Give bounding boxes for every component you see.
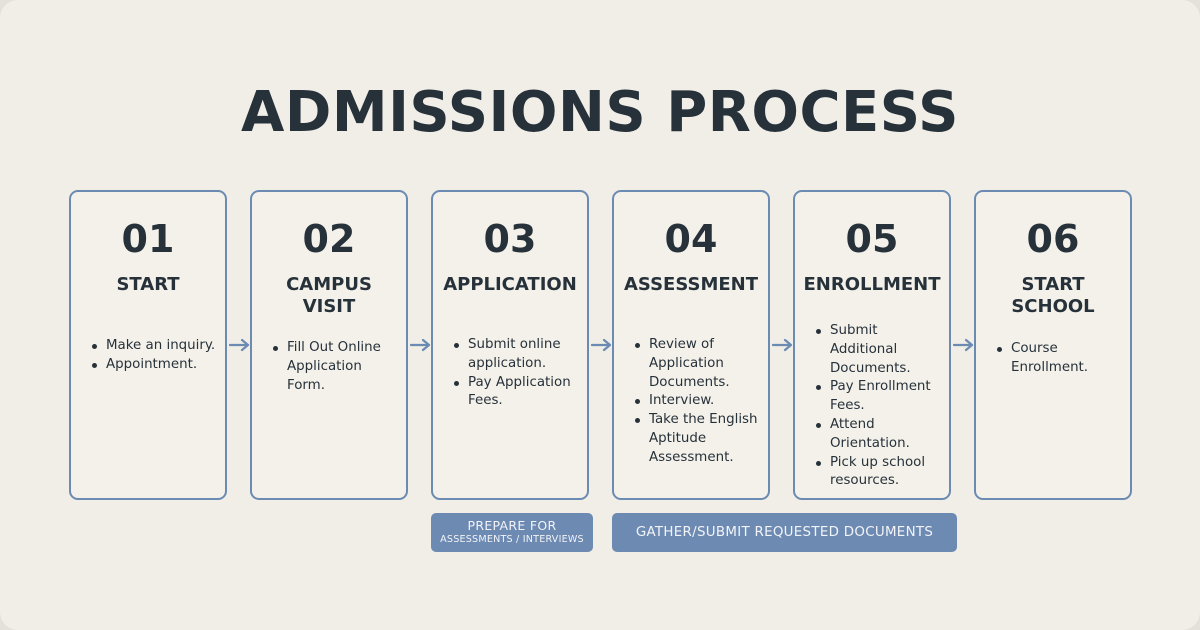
step-heading: ASSESSMENT bbox=[623, 274, 758, 295]
prepare-for-assessments-tag bbox=[431, 513, 593, 552]
step-bullet-list bbox=[815, 322, 941, 491]
step-number: 01 bbox=[121, 217, 175, 261]
step-number: 06 bbox=[1026, 217, 1080, 261]
step-card-01 bbox=[69, 190, 227, 500]
tag-label-line2: ASSESSMENTS / INTERVIEWS bbox=[440, 534, 584, 545]
step-bullet: Attend Orientation. bbox=[815, 416, 941, 454]
gather-documents-tag bbox=[612, 513, 957, 552]
step-bullet: Pay Enrollment Fees. bbox=[815, 378, 941, 416]
step-card-05 bbox=[793, 190, 951, 500]
step-heading: START SCHOOL bbox=[1011, 274, 1095, 317]
step-number: 05 bbox=[845, 217, 899, 261]
step-bullet: Fill Out Online Application Form. bbox=[272, 339, 398, 395]
arrow-right-icon bbox=[410, 338, 432, 352]
step-heading: START bbox=[116, 274, 180, 295]
step-bullet: Pay Application Fees. bbox=[453, 374, 579, 412]
step-bullet-list bbox=[272, 339, 398, 395]
step-card-04 bbox=[612, 190, 770, 500]
page-title: ADMISSIONS PROCESS bbox=[241, 80, 959, 145]
step-bullet-list bbox=[634, 336, 760, 468]
step-bullet: Take the English Aptitude Assessment. bbox=[634, 411, 760, 467]
step-bullet: Review of Application Documents. bbox=[634, 336, 760, 392]
step-card-02 bbox=[250, 190, 408, 500]
step-number: 03 bbox=[483, 217, 537, 261]
step-bullet-list bbox=[453, 336, 579, 411]
tag-label: GATHER/SUBMIT REQUESTED DOCUMENTS bbox=[635, 525, 934, 540]
step-bullet: Submit online application. bbox=[453, 336, 579, 374]
step-heading: ENROLLMENT bbox=[803, 274, 941, 295]
step-bullet: Submit Additional Documents. bbox=[815, 322, 941, 378]
arrow-right-icon bbox=[953, 338, 975, 352]
step-bullet: Make an inquiry. bbox=[91, 337, 217, 356]
arrow-right-icon bbox=[229, 338, 251, 352]
step-heading: APPLICATION bbox=[443, 274, 577, 295]
step-bullet-list bbox=[91, 337, 217, 375]
step-card-03 bbox=[431, 190, 589, 500]
step-bullet-list bbox=[996, 340, 1122, 378]
step-bullet: Course Enrollment. bbox=[996, 340, 1122, 378]
step-bullet: Appointment. bbox=[91, 356, 217, 375]
arrow-right-icon bbox=[591, 338, 613, 352]
step-bullet: Pick up school resources. bbox=[815, 454, 941, 492]
step-number: 04 bbox=[664, 217, 718, 261]
tag-label-line1: PREPARE FOR bbox=[467, 518, 557, 533]
step-heading: CAMPUS VISIT bbox=[286, 274, 372, 317]
step-card-06 bbox=[974, 190, 1132, 500]
arrow-right-icon bbox=[772, 338, 794, 352]
step-number: 02 bbox=[302, 217, 356, 261]
step-bullet: Interview. bbox=[634, 392, 760, 411]
